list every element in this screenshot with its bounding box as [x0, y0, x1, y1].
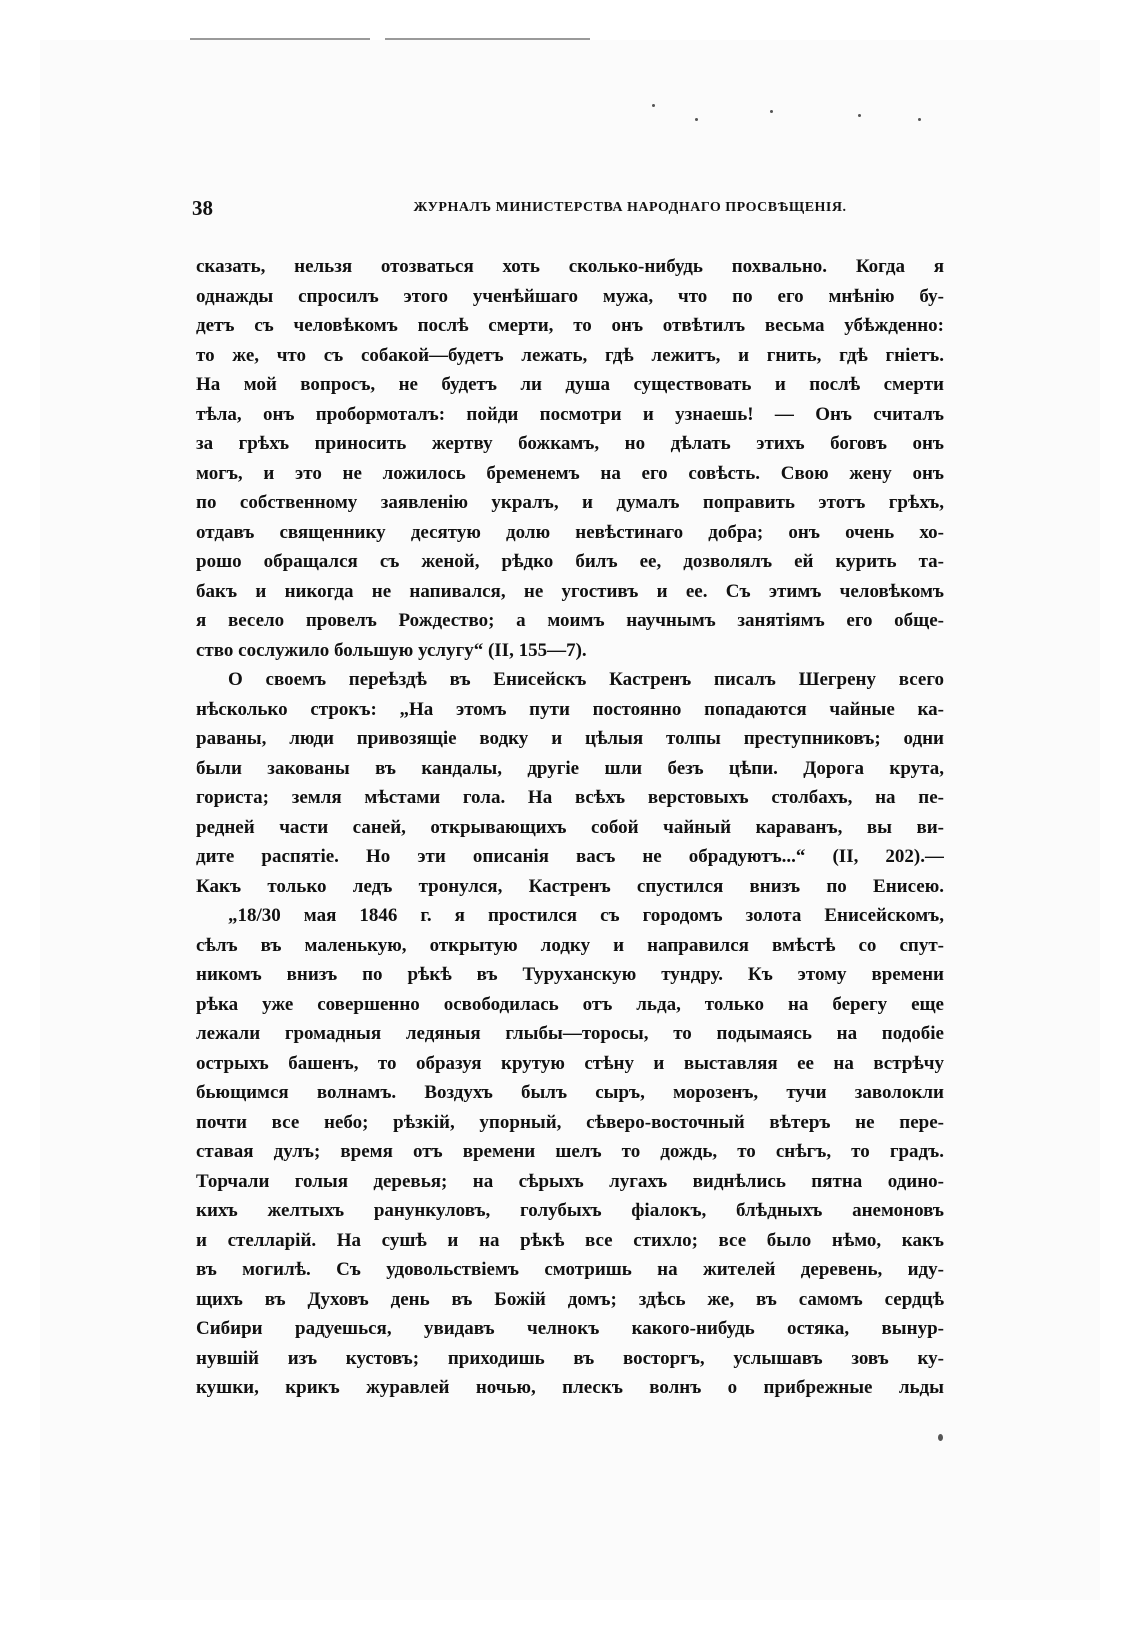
text-line: сѣлъ въ маленькую, открытую лодку и направился вмѣстѣ со спут-: [196, 934, 944, 956]
page-number: 38: [192, 196, 213, 220]
text-line: по собственному заявленію укралъ, и думалъ поправить этотъ грѣхъ,: [196, 492, 944, 513]
text-line: въ могилѣ. Съ удовольствіемъ смотришь на жителей деревень, иду-: [196, 1259, 944, 1280]
text-line: острыхъ башенъ, то образуя крутую стѣну и выставляя ее на встрѣчу: [196, 1052, 944, 1074]
text-line: раваны, люди привозящіе водку и цѣлыя толпы преступниковъ; одни: [196, 728, 944, 749]
text-line: редней части саней, открывающихъ собой чайный караванъ, вы ви-: [196, 816, 944, 838]
top-rule-right: [385, 38, 590, 40]
text-line: за грѣхъ приносить жертву божкамъ, но дѣлать этихъ боговъ онъ: [196, 433, 944, 454]
text-line: ставая дулъ; время отъ времени шелъ то дождь, то снѣгъ, то градъ.: [196, 1141, 944, 1162]
scan-speck: [938, 1434, 943, 1441]
text-line: бакъ и никогда не напивался, не угостивъ и ее. Съ этимъ человѣкомъ: [196, 580, 944, 602]
text-line: На мой вопросъ, не будетъ ли душа существовать и послѣ смерти: [196, 374, 944, 395]
text-line: кушки, крикъ журавлей ночью, плескъ волнъ о прибрежные льды: [196, 1377, 944, 1398]
text-line: рѣка уже совершенно освободилась отъ льда, только на берегу еще: [196, 993, 944, 1015]
text-line: я весело провелъ Рождество; а моимъ научнымъ занятіямъ его обще-: [196, 610, 944, 631]
scan-speck: [858, 114, 861, 117]
text-line: были закованы въ кандалы, другіе шли безъ цѣпи. Дорога крута,: [196, 757, 944, 779]
text-line: щихъ въ Духовъ день въ Божій домъ; здѣсь же, въ самомъ сердцѣ: [196, 1288, 944, 1310]
text-line: кихъ желтыхъ ранункуловъ, голубыхъ фіалокъ, блѣдныхъ анемоновъ: [196, 1200, 944, 1221]
top-rule-left: [190, 38, 370, 40]
text-line: нѣсколько строкъ: „На этомъ пути постоянно попадаются чайные ка-: [196, 698, 944, 720]
text-line: отдавъ священнику десятую долю невѣстинаго добра; онъ очень хо-: [196, 521, 944, 543]
body-text: [196, 252, 944, 1403]
text-line: дите распятіе. Но эти описанія васъ не обрадуютъ...“ (II, 202).—: [196, 846, 944, 867]
text-line: Сибири радуешься, увидавъ челнокъ какого-нибудь остяка, вынyр-: [196, 1318, 944, 1339]
scan-speck: [695, 118, 698, 121]
text-line: Торчали голыя деревья; на сѣрыхъ лугахъ виднѣлись пятна одино-: [196, 1170, 944, 1192]
scan-speck: [652, 104, 655, 107]
text-line: бьющимся волнамъ. Воздухъ былъ сыръ, морозенъ, тучи заволокли: [196, 1082, 944, 1103]
text-line: гориста; земля мѣстами гола. На всѣхъ верстовыхъ столбахъ, на пе-: [196, 787, 944, 808]
page-header: [192, 196, 948, 230]
scan-speck: [918, 118, 921, 121]
text-line: почти все небо; рѣзкій, упорный, сѣверо-восточный вѣтеръ не пере-: [196, 1111, 944, 1133]
text-line: могъ, и это не ложилось бременемъ на его совѣсть. Свою жену онъ: [196, 462, 944, 484]
text-line: то же, что съ собакой—будетъ лежать, гдѣ лежитъ, и гнить, гдѣ гніетъ.: [196, 344, 944, 366]
text-line: Какъ только ледъ тронулся, Кастренъ спустился внизъ по Енисею.: [196, 875, 944, 897]
text-line: детъ съ человѣкомъ послѣ смерти, то онъ отвѣтилъ весьма убѣжденно:: [196, 315, 944, 336]
text-line: О своемъ переѣздѣ въ Енисейскъ Кастренъ писалъ Шегрену всего: [228, 669, 944, 690]
running-title: ЖУРНАЛЪ МИНИСТЕРСТВА НАРОДНАГО ПРОСВѢЩЕНІЯ.: [413, 200, 847, 215]
text-line: однажды спросилъ этого ученѣйшаго мужа, что по его мнѣнію бу-: [196, 285, 944, 307]
text-line: „18/30 мая 1846 г. я простился съ городомъ золота Енисейскомъ,: [228, 905, 944, 926]
text-line: тѣла, онъ пробормоталъ: пойди посмотри и узнаешь! — Онъ считалъ: [196, 403, 944, 425]
text-line: нувшій изъ кустовъ; приходишь въ восторгъ, услышавъ зовъ ку-: [196, 1347, 944, 1369]
scan-speck: [770, 110, 773, 113]
text-line: лежали громадныя ледяныя глыбы—торосы, то подымаясь на подобіе: [196, 1023, 944, 1044]
text-line: никомъ внизъ по рѣкѣ въ Туруханскую тундру. Къ этому времени: [196, 964, 944, 985]
text-line: ство сослужило большую услугу“ (II, 155—7).: [196, 639, 587, 661]
text-line: рошо обращался съ женой, рѣдко билъ ее, дозволялъ ей курить та-: [196, 551, 944, 572]
text-line: и стелларій. На сушѣ и на рѣкѣ все стихло; все было нѣмо, какъ: [196, 1229, 944, 1251]
text-line: сказать, нельзя отозваться хоть сколько-нибудь похвально. Когда я: [196, 256, 944, 277]
